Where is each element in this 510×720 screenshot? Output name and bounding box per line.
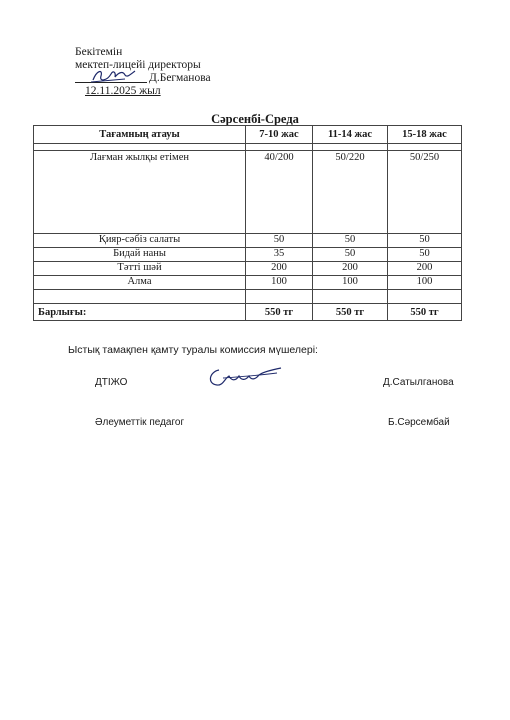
table-row [34, 151, 462, 234]
table-row [34, 262, 462, 276]
dish-name: Қияр-сәбіз салаты [34, 234, 246, 248]
portion-7-10: 50 [246, 234, 313, 248]
dish-name: Бидай наны [34, 248, 246, 262]
director-signature [89, 66, 139, 86]
table-row [34, 234, 462, 248]
portion-11-14: 50 [313, 248, 388, 262]
dish-name: Тәтті шәй [34, 262, 246, 276]
commission-title: Ыстық тамақпен қамту туралы комиссия мүшелері: [68, 344, 318, 356]
table-header-row [34, 126, 462, 144]
portion-7-10: 100 [246, 276, 313, 290]
total-15-18: 550 тг [388, 304, 462, 321]
dish-name: Лағман жылқы етімен [34, 151, 246, 234]
portion-11-14: 200 [313, 262, 388, 276]
total-11-14: 550 тг [313, 304, 388, 321]
portion-11-14: 50/220 [313, 151, 388, 234]
approval-block [75, 46, 211, 98]
director-position: мектеп-лицейі директоры [75, 59, 201, 71]
approval-date: 12.11.2025 жыл [85, 85, 161, 97]
portion-7-10: 200 [246, 262, 313, 276]
member-role: Әлеуметтік педагог [95, 417, 185, 428]
member-role: ДТІЖО [95, 377, 128, 388]
portion-15-18: 100 [388, 276, 462, 290]
header-dish-name: Тағамның атауы [34, 126, 246, 144]
member-name: Д.Сатылганова [383, 377, 454, 388]
total-label: Барлығы: [34, 304, 246, 321]
director-name: Д.Бегманова [149, 72, 211, 84]
dish-name: Алма [34, 276, 246, 290]
header-age-15-18: 15-18 жас [388, 126, 462, 144]
portion-15-18: 50 [388, 234, 462, 248]
table-empty-row [34, 290, 462, 304]
header-age-7-10: 7-10 жас [246, 126, 313, 144]
approval-title: Бекітемін [75, 46, 123, 58]
portion-11-14: 50 [313, 234, 388, 248]
member-signature [205, 364, 285, 390]
portion-15-18: 200 [388, 262, 462, 276]
table-spacer-row [34, 144, 462, 151]
portion-7-10: 35 [246, 248, 313, 262]
menu-table [33, 125, 462, 321]
portion-11-14: 100 [313, 276, 388, 290]
director-signature-row [75, 72, 211, 85]
portion-15-18: 50 [388, 248, 462, 262]
table-row [34, 276, 462, 290]
table-row [34, 248, 462, 262]
portion-7-10: 40/200 [246, 151, 313, 234]
table-total-row [34, 304, 462, 321]
total-7-10: 550 тг [246, 304, 313, 321]
header-age-11-14: 11-14 жас [313, 126, 388, 144]
portion-15-18: 50/250 [388, 151, 462, 234]
day-title: Сәрсенбі-Среда [211, 112, 299, 126]
member-name: Б.Сәрсембай [388, 417, 450, 428]
